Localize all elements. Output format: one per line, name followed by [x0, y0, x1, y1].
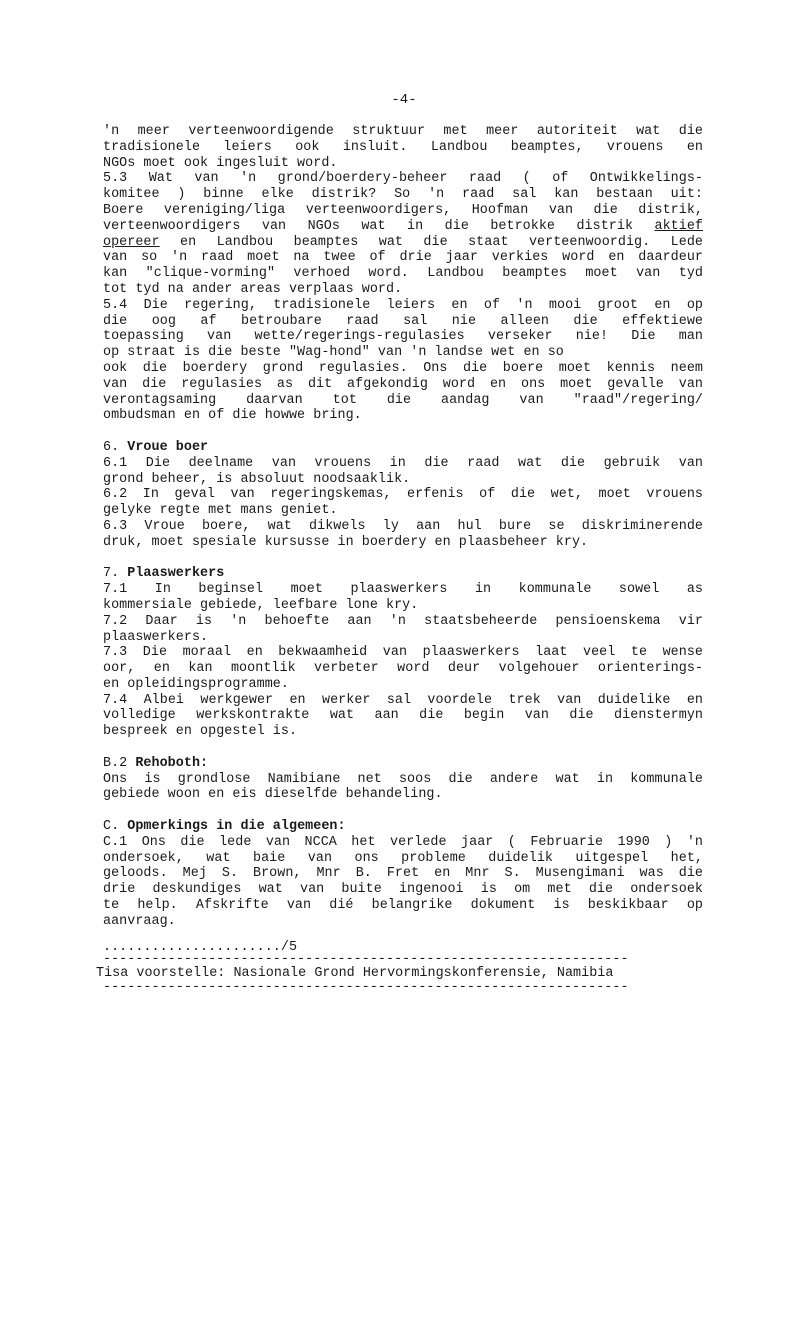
separator-line-top: -----------------------------------------------------------------: [103, 951, 629, 967]
text-line: die oog af betroubare raad sal nie alleen die effektiewe: [103, 313, 703, 329]
text-line: verontagsaming daarvan tot die aandag van "raad"/regering/: [103, 392, 703, 408]
text-line: oor, en kan moontlik verbeter word deur volgehouer orienterings-: [103, 661, 703, 677]
text-fragment: 7.: [103, 566, 128, 582]
document-footer: [96, 940, 703, 996]
document-body: [103, 124, 703, 930]
text-fragment: en Landbou beamptes wat die staat verteenwoordig. Lede: [159, 234, 703, 250]
text-line: gelyke regte met mans geniet.: [103, 503, 338, 519]
text-line: NGOs moet ook ingesluit word.: [103, 155, 338, 171]
text-line: [103, 440, 703, 456]
text-line: van die regulasies as dit afgekondig word en ons moet gevalle van: [103, 376, 703, 392]
text-line: bespreek en opgestel is.: [103, 724, 298, 740]
text-fragment: verteenwoordigers van NGOs wat in die betrokke distrik: [103, 218, 655, 234]
text-line: kan "clique-vorming" verhoed word. Landbou beamptes moet van tyd: [103, 266, 703, 282]
text-line: 7.1 In beginsel moet plaaswerkers in kommunale sowel as: [103, 582, 703, 598]
text-line: gebiede woon en eis dieselfde behandeling.: [103, 787, 443, 803]
text-line: tot tyd na ander areas verplaas word.: [103, 281, 403, 297]
text-line: druk, moet spesiale kursusse in boerdery en plaasbeheer kry.: [103, 534, 589, 550]
text-line: [103, 740, 703, 756]
text-fragment: B.2: [103, 755, 136, 771]
underlined-text: opereer: [103, 234, 160, 250]
text-line: [103, 803, 703, 819]
text-line: 6.1 Die deelname van vrouens in die raad wat die gebruik van: [103, 455, 703, 471]
underlined-text: aktief: [654, 218, 703, 234]
text-line: Boere vereniging/liga verteenwoordigers, Hoofman van die distrik,: [103, 202, 703, 218]
text-line: 5.3 Wat van 'n grond/boerdery-beheer raad ( of Ontwikkelings-: [103, 171, 703, 187]
text-line: toepassing van wette/regerings-regulasies verseker nie! Die man: [103, 329, 703, 345]
text-line: volledige werkskontrakte wat aan die begin van die dienstermyn: [103, 708, 703, 724]
text-line: ondersoek, wat baie van ons probleme duidelik uitgespel het,: [103, 850, 703, 866]
text-line: 7.4 Albei werkgewer en werker sal voordele trek van duidelike en: [103, 692, 703, 708]
text-line: ook die boerdery grond regulasies. Ons die boere moet kennis neem: [103, 360, 703, 376]
text-fragment: C.: [103, 819, 128, 835]
section-heading: Rehoboth:: [135, 755, 209, 771]
text-line: kommersiale gebiede, leefbare lone kry.: [103, 597, 419, 613]
text-line: drie deskundiges wat van buite ingenooi is om met die ondersoek: [103, 882, 703, 898]
text-line: aanvraag.: [103, 913, 176, 929]
text-line: 'n meer verteenwoordigende struktuur met meer autoriteit wat die: [103, 124, 703, 139]
text-line: [103, 551, 703, 567]
continuation-marker: ....................../5: [103, 940, 298, 955]
text-line: tradisionele leiers ook insluit. Landbou beamptes, vrouens en: [103, 139, 703, 155]
text-line: te help. Afskrifte van dié belangrike dokument is beskikbaar op: [103, 898, 703, 914]
text-line: geloods. Mej S. Brown, Mnr B. Fret en Mnr S. Musengimani was die: [103, 866, 703, 882]
text-line: [103, 756, 703, 772]
text-line: 5.4 Die regering, tradisionele leiers en of 'n mooi groot en op: [103, 297, 703, 313]
text-line: [103, 235, 703, 251]
text-line: C.1 Ons die lede van NCCA het verlede jaar ( Februarie 1990 ) 'n: [103, 834, 703, 850]
text-line: en opleidingsprogramme.: [103, 676, 289, 692]
text-line: 6.3 Vroue boere, wat dikwels ly aan hul bure se diskriminerende: [103, 518, 703, 534]
section-heading: Plaaswerkers: [127, 566, 225, 582]
text-line: [103, 219, 703, 235]
text-line: ombudsman en of die howwe bring.: [103, 408, 362, 424]
text-line: van so 'n raad moet na twee of drie jaar verkies word en daardeur: [103, 250, 703, 266]
text-line: grond beheer, is absoluut noodsaaklik.: [103, 471, 411, 487]
text-fragment: 6.: [103, 439, 128, 455]
section-heading: Vroue boer: [127, 439, 209, 455]
separator-line-bottom: -----------------------------------------------------------------: [103, 980, 629, 996]
text-line: 7.2 Daar is 'n behoefte aan 'n staatsbeheerde pensioenskema vir: [103, 613, 703, 629]
text-line: 6.2 In geval van regeringskemas, erfenis of die wet, moet vrouens: [103, 487, 703, 503]
footer-title: Tisa voorstelle: Nasionale Grond Hervormingskonferensie, Namibia: [96, 965, 614, 981]
text-line: plaaswerkers.: [103, 629, 209, 645]
text-line: [103, 819, 703, 835]
page-number: -4-: [391, 92, 417, 108]
text-line: op straat is die beste "Wag-hond" van 'n landse wet en so: [103, 345, 564, 361]
text-line: [103, 566, 703, 582]
section-heading: Opmerkings in die algemeen:: [127, 819, 346, 835]
text-line: [103, 424, 703, 440]
text-line: 7.3 Die moraal en bekwaamheid van plaaswerkers laat veel te wense: [103, 645, 703, 661]
text-line: Ons is grondlose Namibiane net soos die andere wat in kommunale: [103, 771, 703, 787]
text-line: komitee ) binne elke distrik? So 'n raad sal kan bestaan uit:: [103, 187, 703, 203]
